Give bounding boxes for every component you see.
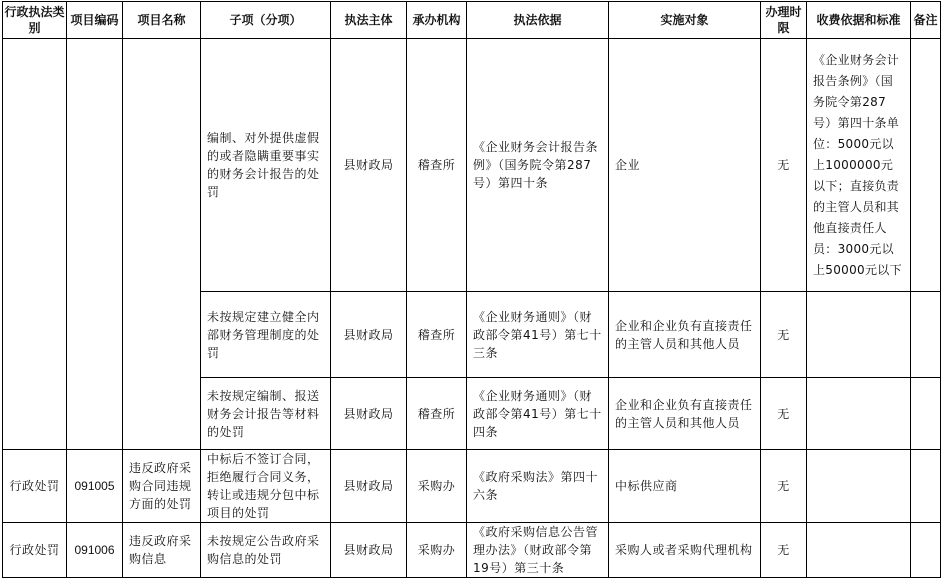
target-text: 采购人或者采购代理机构 [615, 543, 753, 557]
fee-text: 《企业财务会计报告条例》（国务院令第287号）第四十条单位：5000元以上1000000元以下；直接负责的主管人员和其他直接责任人员：3000元以上50000元以下 [813, 52, 902, 277]
org-text: 采购办 [417, 543, 456, 557]
time-limit-text: 无 [777, 479, 790, 493]
header-basis: 执法依据 [467, 2, 609, 39]
category-cell [3, 450, 67, 523]
target-text: 中标供应商 [615, 479, 678, 493]
header-remark: 备注 [911, 2, 941, 39]
subject-text: 县财政局 [343, 406, 394, 421]
enforcement-table [2, 1, 941, 578]
code-text: 091005 [74, 479, 115, 493]
target-cell [609, 450, 761, 523]
org-text: 采购办 [417, 479, 456, 493]
category-cell [3, 39, 67, 450]
subitem-cell [201, 39, 331, 292]
org-text: 稽查所 [417, 327, 456, 342]
basis-text: 《政府采购法》第四十六条 [473, 470, 599, 502]
basis-text: 《政府采购信息公告管理办法》（财政部令第19号）第三十条 [473, 525, 599, 575]
target-cell [609, 292, 761, 378]
header-subject: 执法主体 [331, 2, 407, 39]
org-cell [407, 378, 467, 450]
table-row [3, 39, 941, 292]
time-limit-cell [761, 450, 807, 523]
category-text: 行政处罚 [9, 479, 60, 493]
basis-cell [467, 39, 609, 292]
subject-cell [331, 292, 407, 378]
category-text: 行政处罚 [9, 543, 60, 557]
org-text: 稽查所 [417, 158, 456, 172]
name-cell [123, 523, 201, 578]
subject-cell [331, 39, 407, 292]
org-cell [407, 292, 467, 378]
table-row [3, 523, 941, 578]
code-cell [67, 39, 123, 450]
target-cell [609, 378, 761, 450]
time-limit-text: 无 [777, 543, 790, 557]
org-cell [407, 450, 467, 523]
time-limit-cell [761, 39, 807, 292]
fee-cell [807, 450, 911, 523]
name-cell [123, 39, 201, 450]
remark-cell [911, 523, 941, 578]
header-subitem: 子项（分项） [201, 2, 331, 39]
org-text: 稽查所 [417, 406, 456, 421]
target-text: 企业和企业负有直接责任的主管人员和其他人员 [615, 318, 753, 351]
subject-text: 县财政局 [343, 479, 394, 493]
subitem-text: 未按规定编制、报送财务会计报告等材料的处罚 [207, 388, 320, 439]
time-limit-cell [761, 292, 807, 378]
basis-cell [467, 450, 609, 523]
subitem-text: 编制、对外提供虚假的或者隐瞒重要事实的财务会计报告的处罚 [207, 131, 320, 199]
fee-cell [807, 39, 911, 292]
target-cell [609, 39, 761, 292]
subitem-cell [201, 378, 331, 450]
code-text: 091006 [74, 543, 115, 557]
remark-cell [911, 378, 941, 450]
time-limit-text: 无 [777, 158, 790, 172]
header-org: 承办机构 [407, 2, 467, 39]
fee-cell [807, 292, 911, 378]
time-limit-cell [761, 523, 807, 578]
category-cell [3, 523, 67, 578]
basis-text: 《企业财务通则》（财政部令第41号）第七十三条 [473, 309, 602, 360]
subitem-text: 未按规定建立健全内部财务管理制度的处罚 [207, 309, 320, 360]
code-cell [67, 523, 123, 578]
subitem-cell [201, 450, 331, 523]
subject-text: 县财政局 [343, 543, 394, 557]
name-cell [123, 450, 201, 523]
basis-cell [467, 378, 609, 450]
remark-cell [911, 450, 941, 523]
subitem-cell [201, 523, 331, 578]
basis-text: 《企业财务会计报告条例》（国务院令第287号）第四十条 [473, 140, 599, 190]
basis-cell [467, 523, 609, 578]
time-limit-text: 无 [777, 327, 790, 342]
header-name: 项目名称 [123, 2, 201, 39]
subitem-text: 未按规定公告政府采购信息的处罚 [207, 534, 320, 566]
time-limit-text: 无 [777, 406, 790, 421]
code-cell [67, 450, 123, 523]
subject-cell [331, 450, 407, 523]
target-cell [609, 523, 761, 578]
remark-cell [911, 39, 941, 292]
remark-cell [911, 292, 941, 378]
fee-cell [807, 378, 911, 450]
name-text: 违反政府采购合同违规方面的处罚 [129, 461, 192, 511]
fee-cell [807, 523, 911, 578]
header-target: 实施对象 [609, 2, 761, 39]
subitem-cell [201, 292, 331, 378]
basis-cell [467, 292, 609, 378]
time-limit-cell [761, 378, 807, 450]
header-fee: 收费依据和标准 [807, 2, 911, 39]
subject-text: 县财政局 [343, 327, 394, 342]
target-text: 企业和企业负有直接责任的主管人员和其他人员 [615, 397, 753, 430]
header-code: 项目编码 [67, 2, 123, 39]
basis-text: 《企业财务通则》（财政部令第41号）第七十四条 [473, 388, 602, 439]
target-text: 企业 [615, 158, 641, 172]
subitem-text: 中标后不签订合同，拒绝履行合同义务，转让或违规分包中标项目的处罚 [207, 452, 320, 520]
header-row [3, 2, 941, 39]
name-text: 违反政府采购信息 [129, 534, 192, 566]
subject-cell [331, 523, 407, 578]
table-row [3, 450, 941, 523]
subject-text: 县财政局 [343, 158, 394, 172]
org-cell [407, 39, 467, 292]
subject-cell [331, 378, 407, 450]
org-cell [407, 523, 467, 578]
header-category: 行政执法类别 [3, 2, 67, 39]
header-time-limit: 办理时限 [761, 2, 807, 39]
